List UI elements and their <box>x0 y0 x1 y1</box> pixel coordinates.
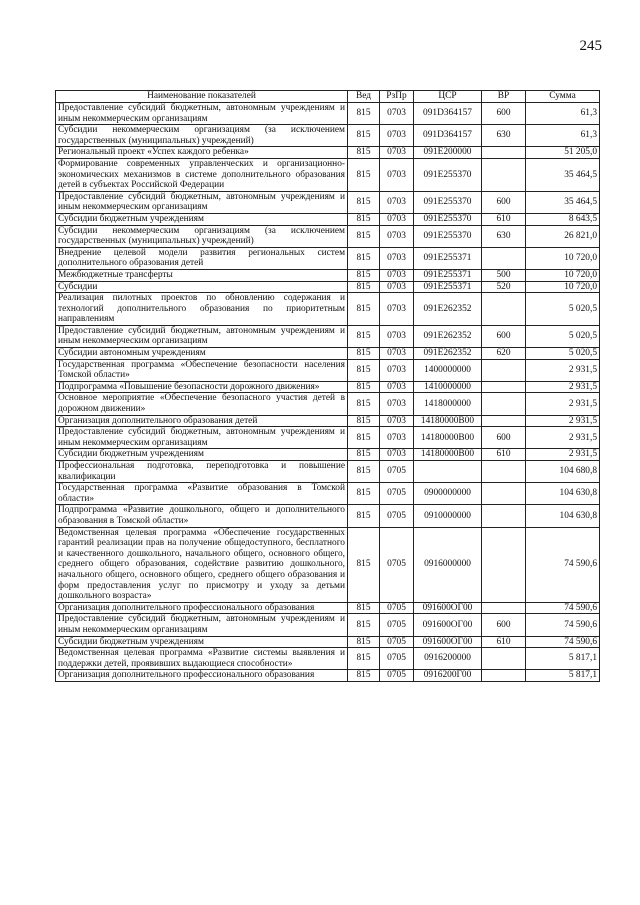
cell-name: Формирование современных управленческих и организационно-экономических механизмов в системе дополнительного образования детей в субъектах Российской Федерации <box>56 158 348 191</box>
cell-ved: 815 <box>348 147 380 159</box>
cell-sum: 74 590,6 <box>526 602 600 614</box>
cell-vr: 630 <box>482 225 526 247</box>
cell-ved: 815 <box>348 325 380 347</box>
table-row <box>56 393 600 415</box>
cell-csr: 1400000000 <box>414 359 482 381</box>
cell-sum: 8 643,5 <box>526 213 600 225</box>
cell-vr <box>482 483 526 505</box>
cell-name: Межбюджетные трансферты <box>56 269 348 281</box>
cell-sum: 2 931,5 <box>526 427 600 449</box>
cell-rzpr: 0705 <box>380 636 414 648</box>
cell-vr <box>482 670 526 682</box>
cell-ved: 815 <box>348 381 380 393</box>
cell-csr: 091E255371 <box>414 281 482 293</box>
cell-vr: 610 <box>482 213 526 225</box>
cell-name: Субсидии <box>56 281 348 293</box>
cell-ved: 815 <box>348 359 380 381</box>
table-body <box>56 103 600 682</box>
cell-vr: 600 <box>482 325 526 347</box>
cell-csr: 091D364157 <box>414 125 482 147</box>
cell-sum: 10 720,0 <box>526 269 600 281</box>
cell-rzpr: 0703 <box>380 191 414 213</box>
cell-csr: 0900000000 <box>414 483 482 505</box>
cell-ved: 815 <box>348 281 380 293</box>
cell-ved: 815 <box>348 293 380 326</box>
cell-rzpr: 0703 <box>380 269 414 281</box>
table-row <box>56 415 600 427</box>
cell-rzpr: 0705 <box>380 505 414 527</box>
cell-name: Государственная программа «Развитие образования в Томской области» <box>56 483 348 505</box>
cell-vr <box>482 393 526 415</box>
cell-vr <box>482 293 526 326</box>
cell-name: Организация дополнительного профессионального образования <box>56 602 348 614</box>
cell-name: Предоставление субсидий бюджетным, автономным учреждениям и иным некоммерческим организациям <box>56 191 348 213</box>
cell-rzpr: 0705 <box>380 670 414 682</box>
cell-name: Субсидии бюджетным учреждениям <box>56 636 348 648</box>
table-row <box>56 247 600 269</box>
cell-name: Ведомственная целевая программа «Развитие системы выявления и поддержки детей, проявивших выдающиеся способности» <box>56 648 348 670</box>
cell-sum: 2 931,5 <box>526 381 600 393</box>
table-row <box>56 381 600 393</box>
cell-ved: 815 <box>348 483 380 505</box>
table-row <box>56 125 600 147</box>
cell-rzpr: 0703 <box>380 213 414 225</box>
cell-vr <box>482 648 526 670</box>
cell-sum: 10 720,0 <box>526 247 600 269</box>
cell-sum: 35 464,5 <box>526 158 600 191</box>
cell-vr <box>482 415 526 427</box>
cell-rzpr: 0703 <box>380 247 414 269</box>
table-row <box>56 527 600 602</box>
cell-ved: 815 <box>348 269 380 281</box>
table-row <box>56 325 600 347</box>
table-row <box>56 505 600 527</box>
cell-vr: 600 <box>482 427 526 449</box>
cell-csr: 091600ОГ00 <box>414 636 482 648</box>
cell-sum: 5 817,1 <box>526 648 600 670</box>
cell-sum: 5 020,5 <box>526 325 600 347</box>
cell-rzpr: 0703 <box>380 125 414 147</box>
cell-sum: 10 720,0 <box>526 281 600 293</box>
cell-sum: 2 931,5 <box>526 359 600 381</box>
cell-vr: 600 <box>482 103 526 125</box>
table-row <box>56 427 600 449</box>
cell-vr <box>482 461 526 483</box>
cell-ved: 815 <box>348 348 380 360</box>
column-header-sum: Сумма <box>526 91 600 103</box>
cell-rzpr: 0705 <box>380 483 414 505</box>
cell-vr <box>482 381 526 393</box>
table-row <box>56 213 600 225</box>
cell-name: Субсидии некоммерческим организациям (за исключением государственных (муниципальных) учреждений) <box>56 225 348 247</box>
cell-sum: 61,3 <box>526 103 600 125</box>
cell-vr: 610 <box>482 449 526 461</box>
cell-sum: 2 931,5 <box>526 449 600 461</box>
cell-name: Предоставление субсидий бюджетным, автономным учреждениям и иным некоммерческим организациям <box>56 103 348 125</box>
cell-name: Внедрение целевой модели развития региональных систем дополнительного образования детей <box>56 247 348 269</box>
column-header-name: Наименование показателей <box>56 91 348 103</box>
cell-name: Ведомственная целевая программа «Обеспечение государственных гарантий реализации прав на получение общедоступного, бесплатного и качественного дошкольного, начального общего, основного общего, среднего общего образования, содействие развитию дошкольного, начального общего, основного общего, среднего общего образования и форм предоставления услуг по присмотру и уходу за детьми дошкольного возраста» <box>56 527 348 602</box>
cell-sum: 104 680,8 <box>526 461 600 483</box>
table-row <box>56 359 600 381</box>
cell-name: Реализация пилотных проектов по обновлению содержания и технологий дополнительного образования по приоритетным направлениям <box>56 293 348 326</box>
cell-ved: 815 <box>348 225 380 247</box>
cell-sum: 74 590,6 <box>526 614 600 636</box>
cell-csr: 091D364157 <box>414 103 482 125</box>
cell-name: Предоставление субсидий бюджетным, автономным учреждениям и иным некоммерческим организациям <box>56 325 348 347</box>
cell-csr: 091E255370 <box>414 158 482 191</box>
cell-sum: 5 020,5 <box>526 293 600 326</box>
cell-rzpr: 0703 <box>380 147 414 159</box>
cell-rzpr: 0703 <box>380 158 414 191</box>
cell-ved: 815 <box>348 415 380 427</box>
cell-rzpr: 0703 <box>380 381 414 393</box>
table-row <box>56 449 600 461</box>
table-header-row <box>56 91 600 103</box>
cell-csr: 091E255370 <box>414 225 482 247</box>
cell-ved: 815 <box>348 648 380 670</box>
cell-name: Региональный проект «Успех каждого ребенка» <box>56 147 348 159</box>
cell-ved: 815 <box>348 427 380 449</box>
cell-sum: 2 931,5 <box>526 393 600 415</box>
column-header-csr: ЦСР <box>414 91 482 103</box>
cell-sum: 5 020,5 <box>526 348 600 360</box>
cell-csr <box>414 461 482 483</box>
cell-ved: 815 <box>348 602 380 614</box>
cell-rzpr: 0703 <box>380 415 414 427</box>
cell-sum: 51 205,0 <box>526 147 600 159</box>
cell-sum: 104 630,8 <box>526 505 600 527</box>
cell-csr: 091E255371 <box>414 247 482 269</box>
cell-name: Организация дополнительного профессионального образования <box>56 670 348 682</box>
column-header-vr: ВР <box>482 91 526 103</box>
cell-vr <box>482 505 526 527</box>
cell-sum: 74 590,6 <box>526 636 600 648</box>
cell-ved: 815 <box>348 449 380 461</box>
cell-csr: 0916000000 <box>414 527 482 602</box>
cell-sum: 104 630,8 <box>526 483 600 505</box>
cell-ved: 815 <box>348 461 380 483</box>
cell-rzpr: 0703 <box>380 449 414 461</box>
cell-csr: 0916200000 <box>414 648 482 670</box>
cell-rzpr: 0703 <box>380 293 414 326</box>
table-row <box>56 648 600 670</box>
cell-ved: 815 <box>348 670 380 682</box>
cell-vr <box>482 527 526 602</box>
cell-vr: 630 <box>482 125 526 147</box>
table-row <box>56 636 600 648</box>
cell-name: Профессиональная подготовка, переподготовка и повышение квалификации <box>56 461 348 483</box>
cell-ved: 815 <box>348 191 380 213</box>
table-row <box>56 158 600 191</box>
cell-name: Предоставление субсидий бюджетным, автономным учреждениям и иным некоммерческим организациям <box>56 614 348 636</box>
cell-name: Подпрограмма «Развитие дошкольного, общего и дополнительного образования в Томской области» <box>56 505 348 527</box>
table-row <box>56 614 600 636</box>
cell-ved: 815 <box>348 636 380 648</box>
table-row <box>56 191 600 213</box>
cell-rzpr: 0703 <box>380 225 414 247</box>
cell-csr: 091600ОГ00 <box>414 614 482 636</box>
table-row <box>56 225 600 247</box>
cell-rzpr: 0703 <box>380 393 414 415</box>
cell-csr: 1418000000 <box>414 393 482 415</box>
table-row <box>56 670 600 682</box>
cell-csr: 0916200Г00 <box>414 670 482 682</box>
cell-name: Предоставление субсидий бюджетным, автономным учреждениям и иным некоммерческим организациям <box>56 427 348 449</box>
cell-rzpr: 0703 <box>380 325 414 347</box>
cell-name: Субсидии некоммерческим организациям (за исключением государственных (муниципальных) учреждений) <box>56 125 348 147</box>
table-row <box>56 103 600 125</box>
cell-vr: 520 <box>482 281 526 293</box>
column-header-rzpr: РзПр <box>380 91 414 103</box>
table-row <box>56 269 600 281</box>
cell-rzpr: 0703 <box>380 103 414 125</box>
table-row <box>56 281 600 293</box>
table-row <box>56 602 600 614</box>
cell-csr: 091E262352 <box>414 293 482 326</box>
cell-csr: 091E255370 <box>414 191 482 213</box>
cell-csr: 091E262352 <box>414 325 482 347</box>
cell-rzpr: 0703 <box>380 281 414 293</box>
cell-csr: 14180000В00 <box>414 427 482 449</box>
cell-ved: 815 <box>348 247 380 269</box>
cell-ved: 815 <box>348 103 380 125</box>
cell-csr: 14180000В00 <box>414 415 482 427</box>
cell-vr <box>482 602 526 614</box>
table-row <box>56 293 600 326</box>
cell-name: Организация дополнительного образования детей <box>56 415 348 427</box>
cell-vr <box>482 147 526 159</box>
cell-rzpr: 0703 <box>380 348 414 360</box>
cell-rzpr: 0705 <box>380 461 414 483</box>
cell-rzpr: 0705 <box>380 614 414 636</box>
cell-rzpr: 0705 <box>380 527 414 602</box>
cell-ved: 815 <box>348 158 380 191</box>
cell-csr: 091E262352 <box>414 348 482 360</box>
page-number: 245 <box>579 38 602 54</box>
cell-ved: 815 <box>348 505 380 527</box>
cell-vr: 610 <box>482 636 526 648</box>
cell-csr: 091600ОГ00 <box>414 602 482 614</box>
cell-csr: 091E200000 <box>414 147 482 159</box>
cell-name: Субсидии автономным учреждениям <box>56 348 348 360</box>
cell-sum: 35 464,5 <box>526 191 600 213</box>
cell-ved: 815 <box>348 614 380 636</box>
table-row <box>56 147 600 159</box>
cell-csr: 0910000000 <box>414 505 482 527</box>
cell-vr <box>482 359 526 381</box>
budget-table <box>55 90 600 682</box>
cell-rzpr: 0705 <box>380 602 414 614</box>
cell-vr: 600 <box>482 614 526 636</box>
cell-csr: 091E255370 <box>414 213 482 225</box>
cell-vr: 620 <box>482 348 526 360</box>
cell-vr: 500 <box>482 269 526 281</box>
cell-rzpr: 0705 <box>380 648 414 670</box>
cell-sum: 5 817,1 <box>526 670 600 682</box>
cell-sum: 61,3 <box>526 125 600 147</box>
cell-rzpr: 0703 <box>380 427 414 449</box>
cell-sum: 74 590,6 <box>526 527 600 602</box>
cell-name: Субсидии бюджетным учреждениям <box>56 213 348 225</box>
column-header-ved: Вед <box>348 91 380 103</box>
cell-name: Субсидии бюджетным учреждениям <box>56 449 348 461</box>
cell-csr: 091E255371 <box>414 269 482 281</box>
cell-sum: 2 931,5 <box>526 415 600 427</box>
cell-name: Основное мероприятие «Обеспечение безопасного участия детей в дорожном движении» <box>56 393 348 415</box>
cell-vr: 600 <box>482 191 526 213</box>
cell-ved: 815 <box>348 527 380 602</box>
cell-name: Подпрограмма «Повышение безопасности дорожного движения» <box>56 381 348 393</box>
cell-rzpr: 0703 <box>380 359 414 381</box>
cell-vr <box>482 247 526 269</box>
table-row <box>56 348 600 360</box>
table-row <box>56 461 600 483</box>
cell-vr <box>482 158 526 191</box>
cell-sum: 26 821,0 <box>526 225 600 247</box>
cell-csr: 14180000В00 <box>414 449 482 461</box>
cell-ved: 815 <box>348 125 380 147</box>
cell-ved: 815 <box>348 213 380 225</box>
cell-csr: 1410000000 <box>414 381 482 393</box>
cell-name: Государственная программа «Обеспечение безопасности населения Томской области» <box>56 359 348 381</box>
cell-ved: 815 <box>348 393 380 415</box>
table-row <box>56 483 600 505</box>
